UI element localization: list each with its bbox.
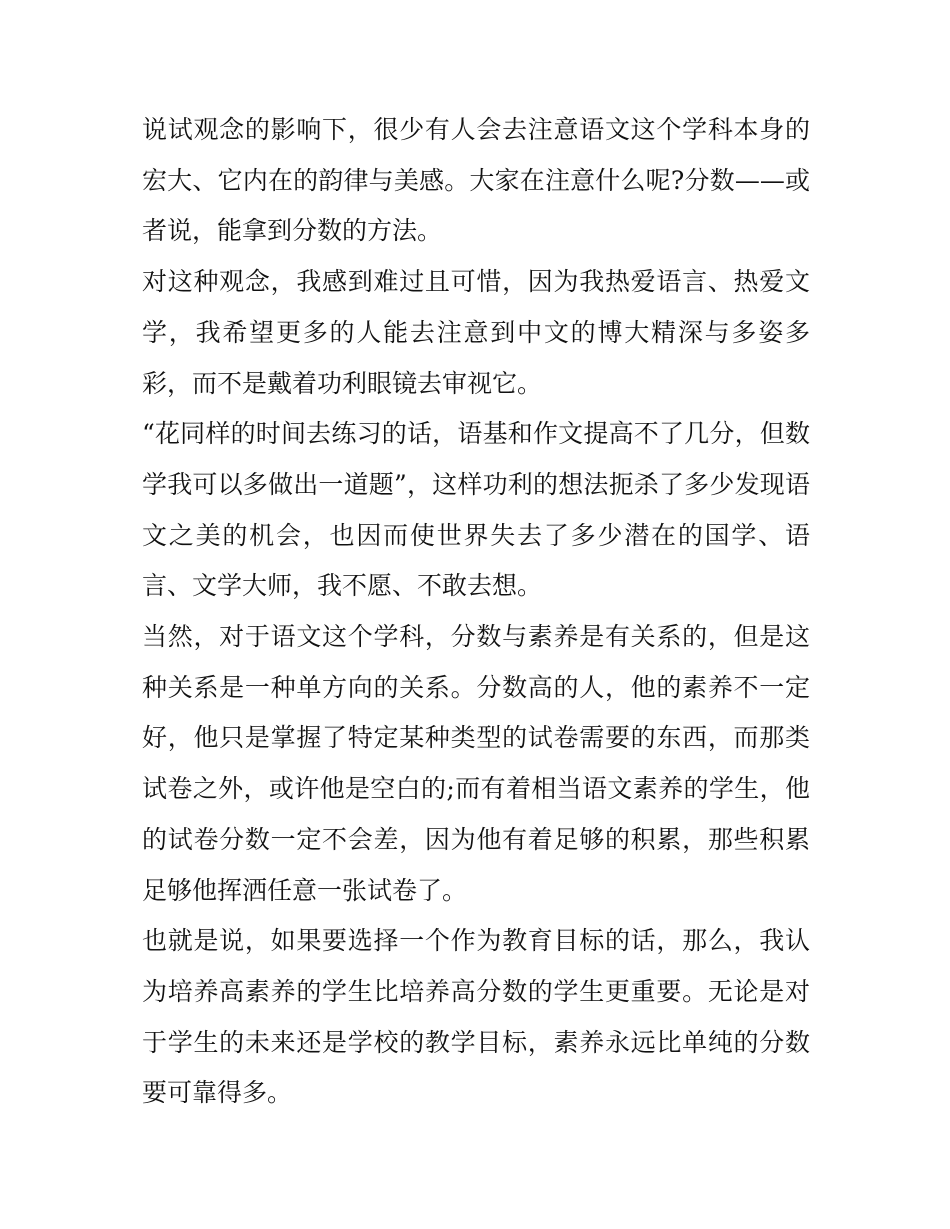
paragraph-1: 说试观念的影响下，很少有人会去注意语文这个学科本身的宏大、它内在的韵律与美感。大家在注意什么呢?分数——或者说，能拿到分数的方法。	[142, 115, 810, 246]
paragraph-5: 也就是说，如果要选择一个作为教育目标的话，那么，我认为培养高素养的学生比培养高分数的学生更重要。无论是对于学生的未来还是学校的教学目标，素养永远比单纯的分数要可靠得多。	[142, 926, 810, 1108]
paragraph-4: 当然，对于语文这个学科，分数与素养是有关系的，但是这种关系是一种单方向的关系。分数高的人，他的素养不一定好，他只是掌握了特定某种类型的试卷需要的东西，而那类试卷之外，或许他是空白的;而有着相当语文素养的学生，他的试卷分数一定不会差，因为他有着足够的积累，那些积累足够他挥洒任意一张试卷了。	[142, 622, 810, 905]
paragraph-3: “花同样的时间去练习的话，语基和作文提高不了几分，但数学我可以多做出一道题”，这样功利的想法扼杀了多少发现语文之美的机会，也因而使世界失去了多少潜在的国学、语言、文学大师，我不愿、不敢去想。	[142, 419, 810, 601]
document-body	[142, 105, 810, 1119]
paragraph-2: 对这种观念，我感到难过且可惜，因为我热爱语言、热爱文学，我希望更多的人能去注意到中文的博大精深与多姿多彩，而不是戴着功利眼镜去审视它。	[142, 267, 810, 398]
